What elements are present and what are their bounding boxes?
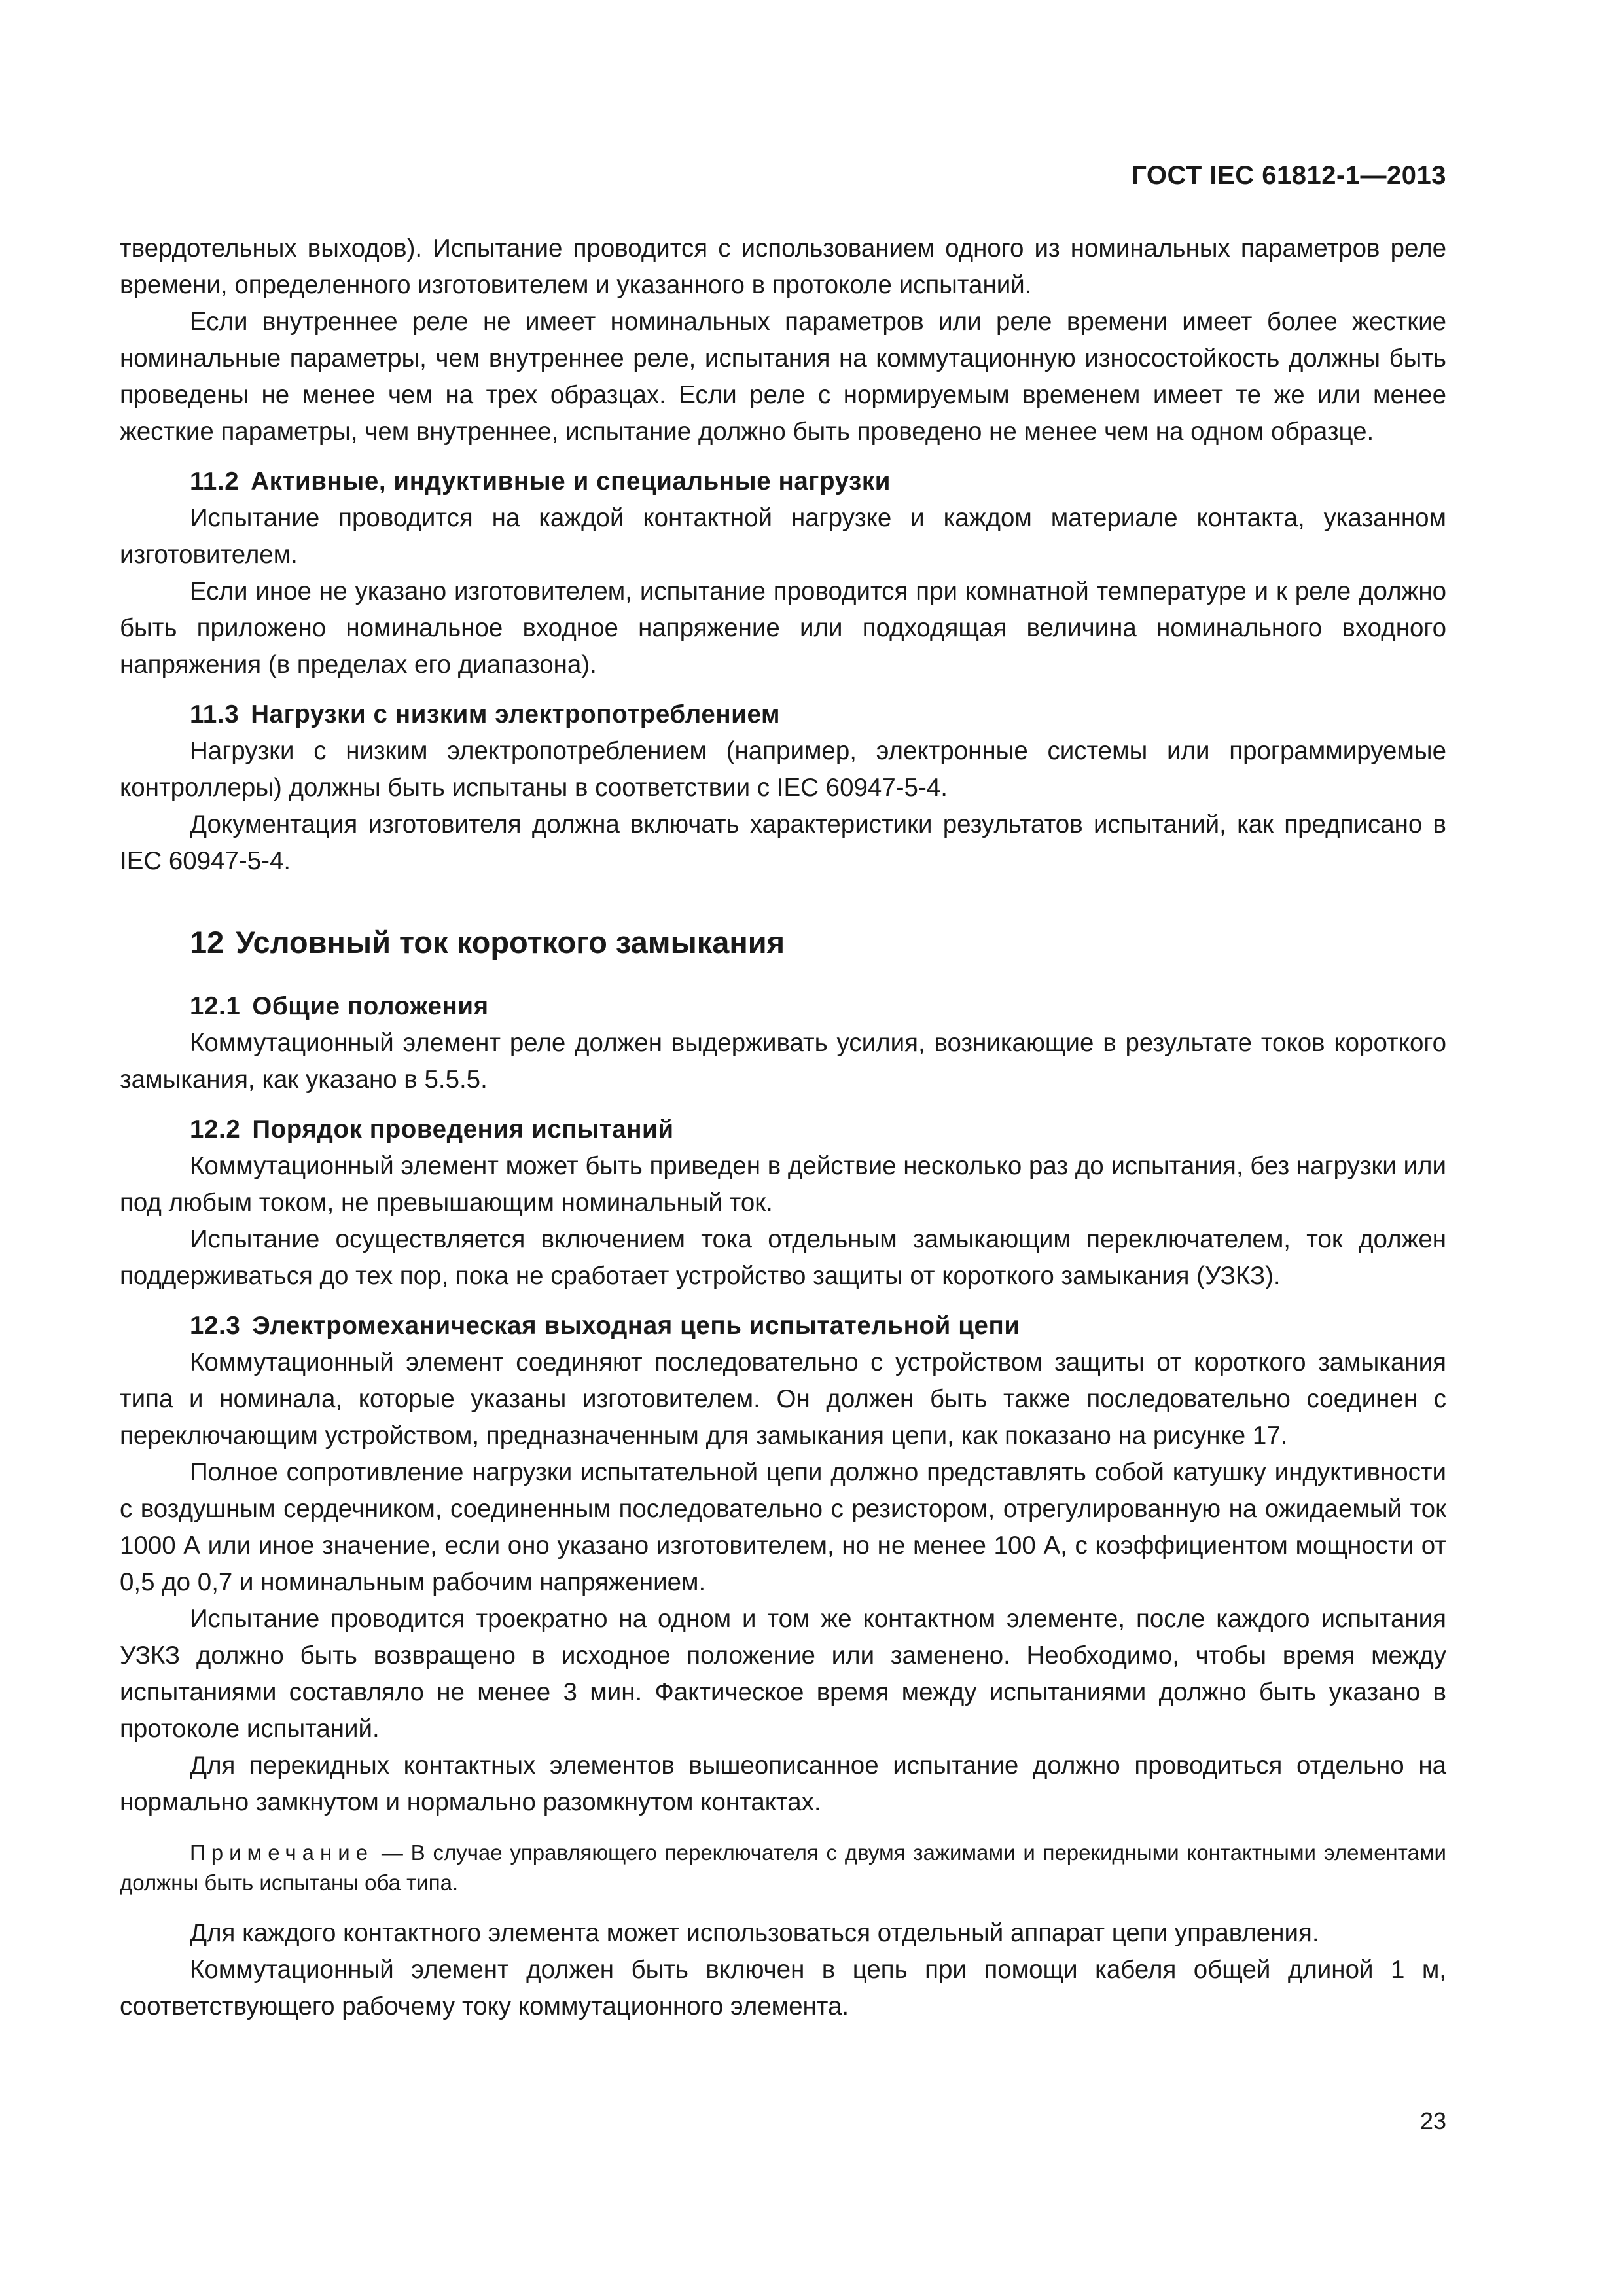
paragraph: Коммутационный элемент реле должен выдерживать усилия, возникающие в результате токов короткого замыкания, как указано в 5.5.5. bbox=[120, 1029, 1446, 1094]
section-heading-11-2 bbox=[120, 463, 1446, 500]
paragraph: Документация изготовителя должна включать характеристики результатов испытаний, как предписано в IEC 60947-5-4. bbox=[120, 810, 1446, 875]
paragraph: Коммутационный элемент соединяют последовательно с устройством защиты от короткого замыкания типа и номинала, которые указаны изготовителем. Он должен быть также последовательно соединен с переключающим устройством, предназначенным для замыкания цепи, как показано на рисунке 17. bbox=[120, 1348, 1446, 1450]
note-text: — В случае управляющего переключателя с двумя зажимами и перекидными контактными элементами должны быть испытаны оба типа. bbox=[120, 1840, 1446, 1895]
section-number: 11.2 bbox=[190, 467, 240, 495]
document-header: ГОСТ IEC 61812-1—2013 bbox=[1132, 161, 1446, 190]
section-title: Электромеханическая выходная цепь испытательной цепи bbox=[252, 1312, 1020, 1340]
section-number: 11.3 bbox=[190, 700, 240, 728]
document-body bbox=[120, 230, 1446, 2025]
paragraph: Коммутационный элемент может быть приведен в действие несколько раз до испытания, без нагрузки или под любым током, не превышающим номинальный ток. bbox=[120, 1152, 1446, 1217]
section-number: 12.2 bbox=[190, 1115, 241, 1143]
section-heading-11-3 bbox=[120, 696, 1446, 733]
paragraph: Испытание проводится троекратно на одном и том же контактном элементе, после каждого испытания УЗКЗ должно быть возвращено в исходное положение или заменено. Необходимо, чтобы время между испытаниями составляло не менее 3 мин. Фактическое время между испытаниями должно быть указано в протоколе испытаний. bbox=[120, 1605, 1446, 1743]
section-number: 12.1 bbox=[190, 992, 241, 1020]
paragraph: Испытание проводится на каждой контактной нагрузке и каждом материале контакта, указанном изготовителем. bbox=[120, 504, 1446, 569]
section-title: Общие положения bbox=[252, 992, 489, 1020]
section-title: Нагрузки с низким электропотреблением bbox=[251, 700, 781, 728]
paragraph: Если иное не указано изготовителем, испытание проводится при комнатной температуре и к реле должно быть приложено номинальное входное напряжение или подходящая величина номинального входного напряжения (в пределах его диапазона). bbox=[120, 577, 1446, 679]
note bbox=[120, 1838, 1446, 1898]
paragraph: Коммутационный элемент должен быть включен в цепь при помощи кабеля общей длиной 1 м, соответствующего рабочему току коммутационного элемента. bbox=[120, 1956, 1446, 2020]
section-heading-12-3 bbox=[120, 1308, 1446, 1344]
paragraph: Испытание осуществляется включением тока отдельным замыкающим переключателем, ток должен поддерживаться до тех пор, пока не сработает устройство защиты от короткого замыкания (УЗКЗ). bbox=[120, 1225, 1446, 1290]
paragraph: Нагрузки с низким электропотреблением (например, электронные системы или программируемые контроллеры) должны быть испытаны в соответствии с IEC 60947-5-4. bbox=[120, 737, 1446, 802]
section-heading-12-1 bbox=[120, 988, 1446, 1025]
section-title: Порядок проведения испытаний bbox=[252, 1115, 674, 1143]
note-label: Примечание bbox=[190, 1840, 374, 1865]
paragraph: твердотельных выходов). Испытание проводится с использованием одного из номинальных параметров реле времени, определенного изготовителем и указанного в протоколе испытаний. bbox=[120, 234, 1446, 299]
section-heading-12-2 bbox=[120, 1111, 1446, 1148]
paragraph: Полное сопротивление нагрузки испытательной цепи должно представлять собой катушку индуктивности с воздушным сердечником, соединенным последовательно с резистором, отрегулированную на ожидаемый ток 1000 А или иное значение, если оно указано изготовителем, но не менее 100 А, с коэффициентом мощности от 0,5 до 0,7 и номинальным рабочим напряжением. bbox=[120, 1458, 1446, 1596]
chapter-title: Условный ток короткого замыкания bbox=[236, 925, 785, 960]
paragraph: Для каждого контактного элемента может использоваться отдельный аппарат цепи управления. bbox=[190, 1919, 1319, 1947]
section-title: Активные, индуктивные и специальные нагрузки bbox=[251, 467, 891, 495]
paragraph: Если внутреннее реле не имеет номинальных параметров или реле времени имеет более жесткие номинальные параметры, чем внутреннее реле, испытания на коммутационную износостойкость должны быть проведены не менее чем на трех образцах. Если реле с нормируемым временем имеет те же или менее жесткие параметры, чем внутреннее, испытание должно быть проведено не менее чем на одном образце. bbox=[120, 308, 1446, 446]
paragraph: Для перекидных контактных элементов вышеописанное испытание должно проводиться отдельно на нормально замкнутом и нормально разомкнутом контактах. bbox=[120, 1751, 1446, 1816]
section-number: 12.3 bbox=[190, 1312, 241, 1340]
chapter-heading-12 bbox=[120, 922, 1446, 963]
chapter-number: 12 bbox=[190, 925, 224, 960]
page-number: 23 bbox=[1419, 2108, 1446, 2134]
